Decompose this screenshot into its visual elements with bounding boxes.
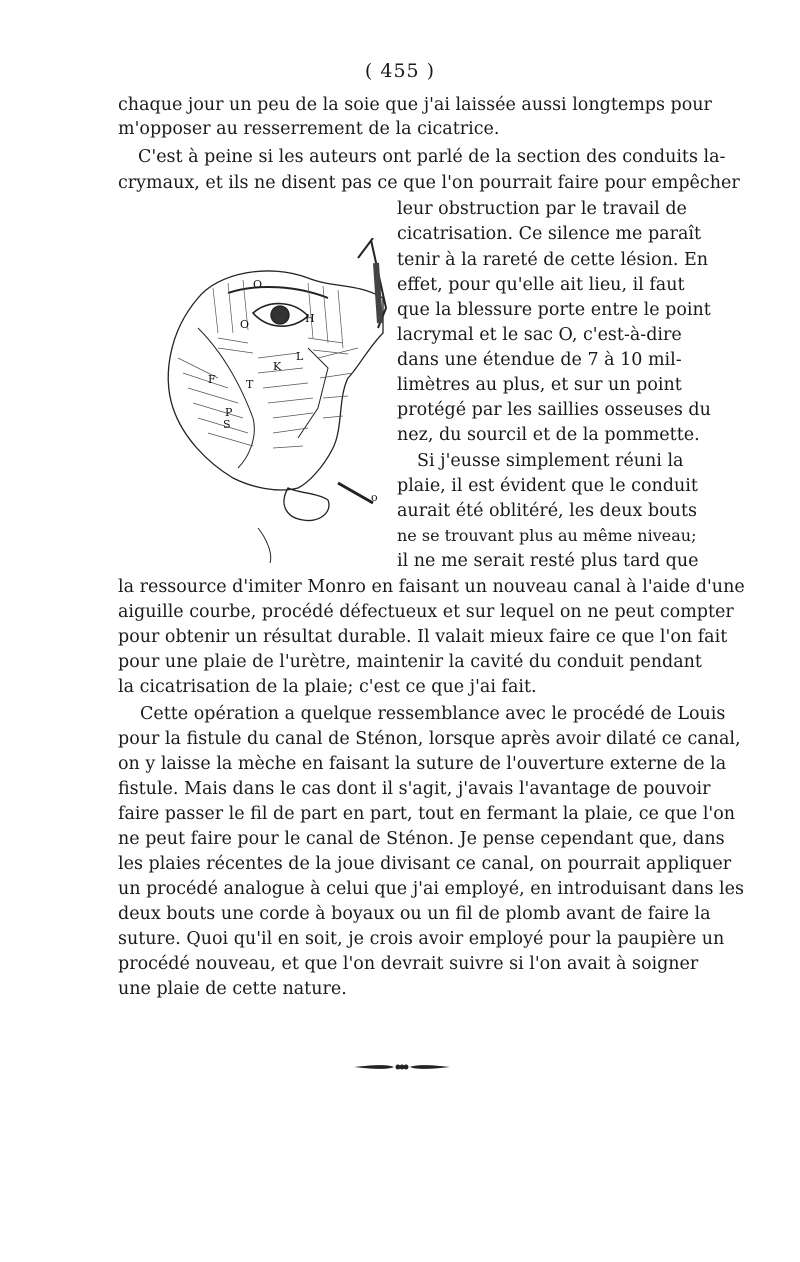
text-line: crymaux, et ils ne disent pas ce que l'on pourrait faire pour empêcher xyxy=(118,173,740,193)
text-line: C'est à peine si les auteurs ont parlé de la section des conduits la- xyxy=(138,147,726,167)
text-line: tenir à la rareté de cette lésion. En xyxy=(397,250,709,270)
text-line: la cicatrisation de la plaie; c'est ce que j'ai fait. xyxy=(118,677,537,697)
text-line: que la blessure porte entre le point xyxy=(397,300,711,320)
end-ornament xyxy=(352,1060,452,1074)
text-line: limètres au plus, et sur un point xyxy=(397,375,682,395)
text-line: plaie, il est évident que le conduit xyxy=(397,476,698,496)
text-line: pour la fistule du canal de Sténon, lorsque après avoir dilaté ce canal, xyxy=(118,729,741,749)
text-line: deux bouts une corde à boyaux ou un fil de plomb avant de faire la xyxy=(118,904,711,924)
figure-label-f: F xyxy=(208,373,216,386)
text-line: procédé nouveau, et que l'on devrait suivre si l'on avait à soigner xyxy=(118,954,699,974)
text-line: aurait été oblitéré, les deux bouts xyxy=(397,501,697,521)
text-line: dans une étendue de 7 à 10 mil- xyxy=(397,350,682,370)
text-line: un procédé analogue à celui que j'ai employé, en introduisant dans les xyxy=(118,879,744,899)
figure-label-o-eye: O xyxy=(240,318,250,331)
figure-label-p: P xyxy=(225,406,233,419)
text-line: nez, du sourcil et de la pommette. xyxy=(397,425,700,445)
text-line: fistule. Mais dans le cas dont il s'agit, j'avais l'avantage de pouvoir xyxy=(118,779,711,799)
figure-label-s: S xyxy=(223,418,231,431)
text-line: ne peut faire pour le canal de Sténon. Je pense cependant que, dans xyxy=(118,829,725,849)
text-line: les plaies récentes de la joue divisant ce canal, on pourrait appliquer xyxy=(118,854,732,874)
text-line: ne se trouvant plus au même niveau; xyxy=(397,526,697,545)
text-line: suture. Quoi qu'il en soit, je crois avoir employé pour la paupière un xyxy=(118,929,725,949)
text-line: protégé par les saillies osseuses du xyxy=(397,400,711,420)
figure-label-o-top: O xyxy=(253,278,263,291)
text-line: faire passer le fil de part en part, tout en fermant la plaie, ce que l'on xyxy=(118,804,736,824)
text-line: chaque jour un peu de la soie que j'ai laissée aussi longtemps pour xyxy=(118,95,712,115)
text-line: une plaie de cette nature. xyxy=(118,979,347,999)
text-line: m'opposer au resserrement de la cicatrice. xyxy=(118,119,500,139)
text-line: il ne me serait resté plus tard que xyxy=(397,551,699,571)
text-line: pour obtenir un résultat durable. Il valait mieux faire ce que l'on fait xyxy=(118,627,728,647)
figure-label-k: K xyxy=(273,360,282,373)
anatomical-face-illustration xyxy=(158,238,388,563)
text-line: effet, pour qu'elle ait lieu, il faut xyxy=(397,275,685,295)
text-line: la ressource d'imiter Monro en faisant un nouveau canal à l'aide d'une xyxy=(118,577,745,597)
text-line: cicatrisation. Ce silence me paraît xyxy=(397,224,702,244)
text-line: Si j'eusse simplement réuni la xyxy=(417,451,684,471)
text-line: Cette opération a quelque ressemblance avec le procédé de Louis xyxy=(140,704,726,724)
text-line: lacrymal et le sac O, c'est-à-dire xyxy=(397,325,682,345)
figure-label-o-probe: o xyxy=(371,491,378,504)
figure-label-t: T xyxy=(246,378,254,391)
text-line: leur obstruction par le travail de xyxy=(397,199,687,219)
figure-label-l: L xyxy=(296,350,304,363)
text-line: aiguille courbe, procédé défectueux et sur lequel on ne peut compter xyxy=(118,602,734,622)
figure-label-h: H xyxy=(305,312,315,325)
text-line: on y laisse la mèche en faisant la suture de l'ouverture externe de la xyxy=(118,754,727,774)
text-line: pour une plaie de l'urètre, maintenir la cavité du conduit pendant xyxy=(118,652,702,672)
page-number: ( 455 ) xyxy=(364,60,436,82)
